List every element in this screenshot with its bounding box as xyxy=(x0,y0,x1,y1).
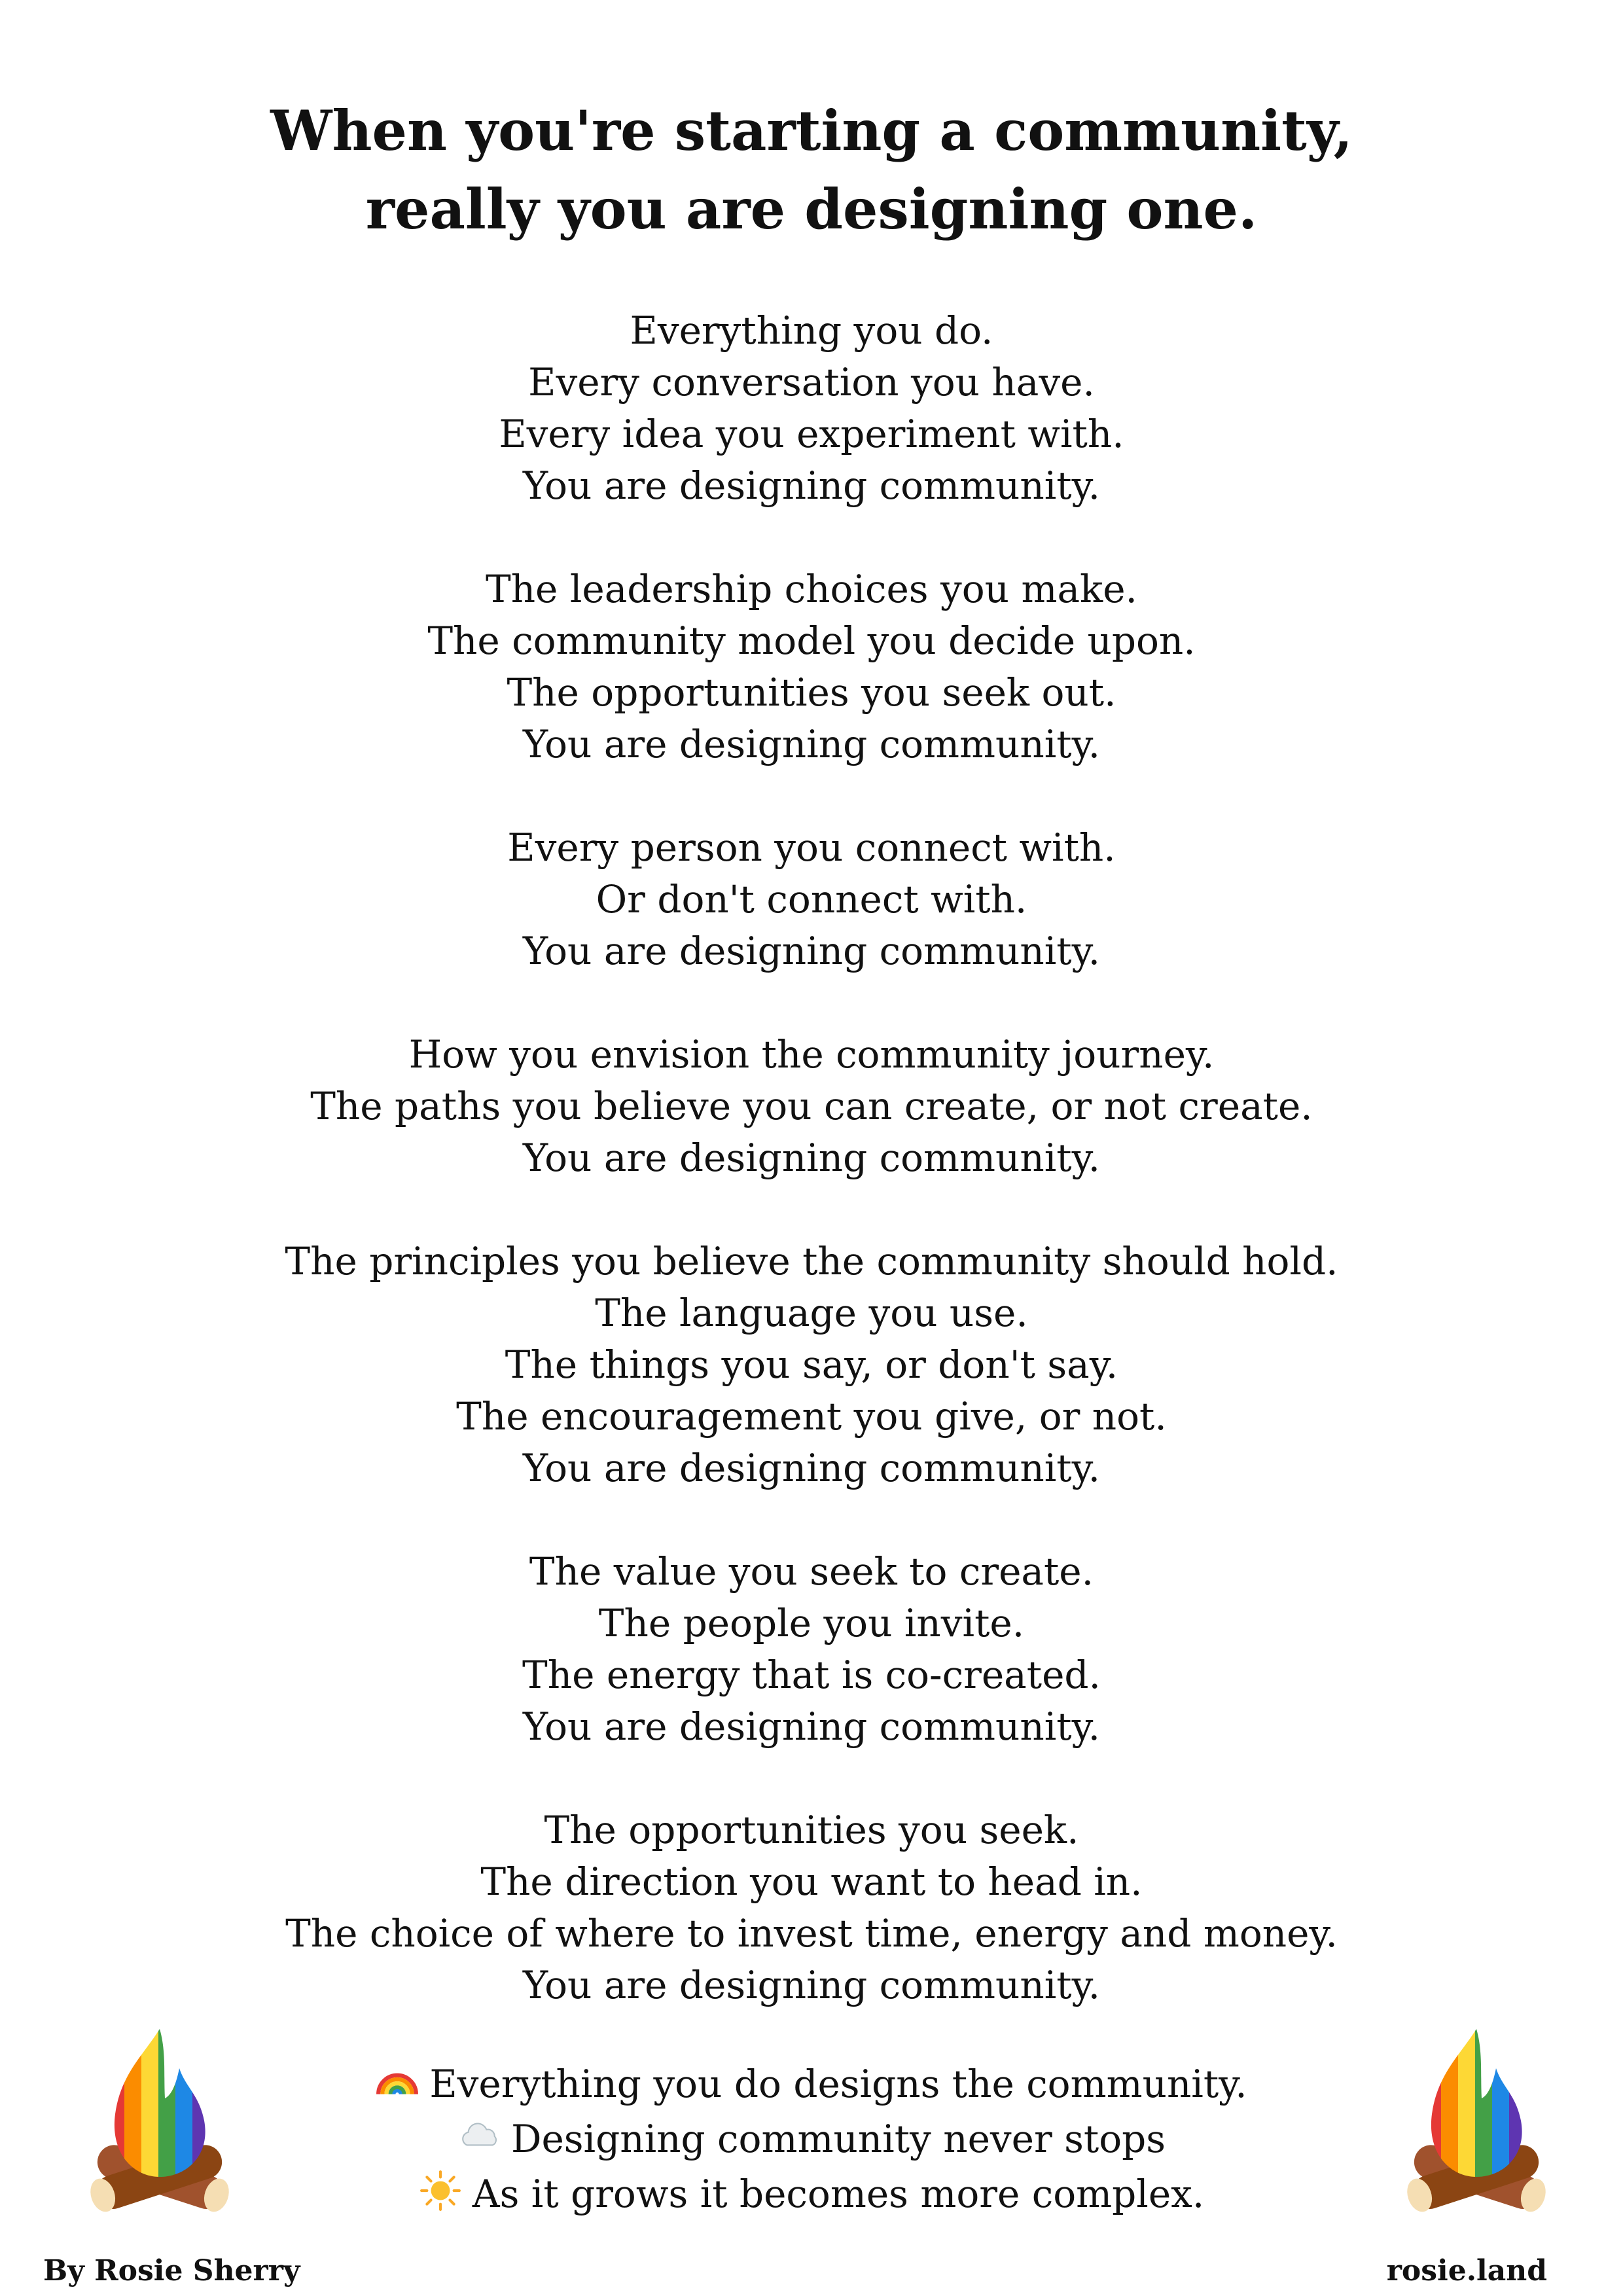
closing-line xyxy=(0,2056,1623,2111)
campfire-icon xyxy=(81,2022,238,2219)
poem-line: You are designing community. xyxy=(522,722,1101,766)
poem-line: The opportunities you seek out. xyxy=(507,670,1116,715)
poem-line: You are designing community. xyxy=(522,463,1101,508)
campfire-icon xyxy=(1398,2022,1555,2219)
title-line-1: When you're starting a community, xyxy=(270,98,1353,163)
poem-line: The language you use. xyxy=(595,1291,1028,1335)
poem-line: The people you invite. xyxy=(598,1601,1025,1645)
stanza xyxy=(0,564,1623,770)
site-link[interactable]: rosie.land xyxy=(1386,2254,1547,2287)
rainbow-icon xyxy=(376,2059,419,2102)
sun-icon xyxy=(419,2169,462,2212)
stanza xyxy=(0,1236,1623,1494)
poem-line: The opportunities you seek. xyxy=(544,1808,1079,1852)
closing-line xyxy=(0,2166,1623,2221)
poem-line: You are designing community. xyxy=(522,1446,1101,1490)
poem-line: Every conversation you have. xyxy=(528,360,1095,404)
poem-line: The value you seek to create. xyxy=(529,1549,1094,1594)
poem-line: Or don't connect with. xyxy=(596,877,1027,922)
author-credit: By Rosie Sherry xyxy=(43,2254,300,2287)
cloud-icon xyxy=(457,2114,501,2157)
poem-line: Every idea you experiment with. xyxy=(499,412,1124,456)
poem-line: You are designing community. xyxy=(522,1963,1101,2007)
poem-line: The leadership choices you make. xyxy=(486,567,1137,611)
poem-line: The community model you decide upon. xyxy=(427,619,1196,663)
poem-line: The direction you want to head in. xyxy=(480,1859,1143,1904)
stanza xyxy=(0,1546,1623,1753)
poem-line: The energy that is co-created. xyxy=(522,1653,1101,1697)
closing-text: Everything you do designs the community. xyxy=(429,2062,1247,2106)
stanza xyxy=(0,305,1623,512)
closing-text: As it grows it becomes more complex. xyxy=(472,2172,1205,2216)
page-title xyxy=(0,92,1623,249)
poem-line: The things you say, or don't say. xyxy=(505,1342,1118,1387)
poem-line: The paths you believe you can create, or not create. xyxy=(310,1084,1313,1128)
poem-line: Every person you connect with. xyxy=(507,825,1116,870)
closing-text: Designing community never stops xyxy=(510,2117,1166,2161)
title-line-2: really you are designing one. xyxy=(365,177,1258,242)
poem-line: Everything you do. xyxy=(630,308,993,353)
poem-line: How you envision the community journey. xyxy=(408,1032,1215,1077)
poem-line: The choice of where to invest time, energy and money. xyxy=(285,1911,1338,1956)
stanza xyxy=(0,1029,1623,1184)
poem-line: You are designing community. xyxy=(522,929,1101,973)
poem-line: You are designing community. xyxy=(522,1704,1101,1749)
poem-line: You are designing community. xyxy=(522,1136,1101,1180)
stanza xyxy=(0,1804,1623,2011)
poem xyxy=(0,305,1623,2063)
poem-line: The encouragement you give, or not. xyxy=(456,1394,1167,1439)
closing-lines xyxy=(0,2056,1623,2221)
poem-line: The principles you believe the community should hold. xyxy=(285,1239,1338,1283)
stanza xyxy=(0,822,1623,977)
closing-line xyxy=(0,2111,1623,2166)
